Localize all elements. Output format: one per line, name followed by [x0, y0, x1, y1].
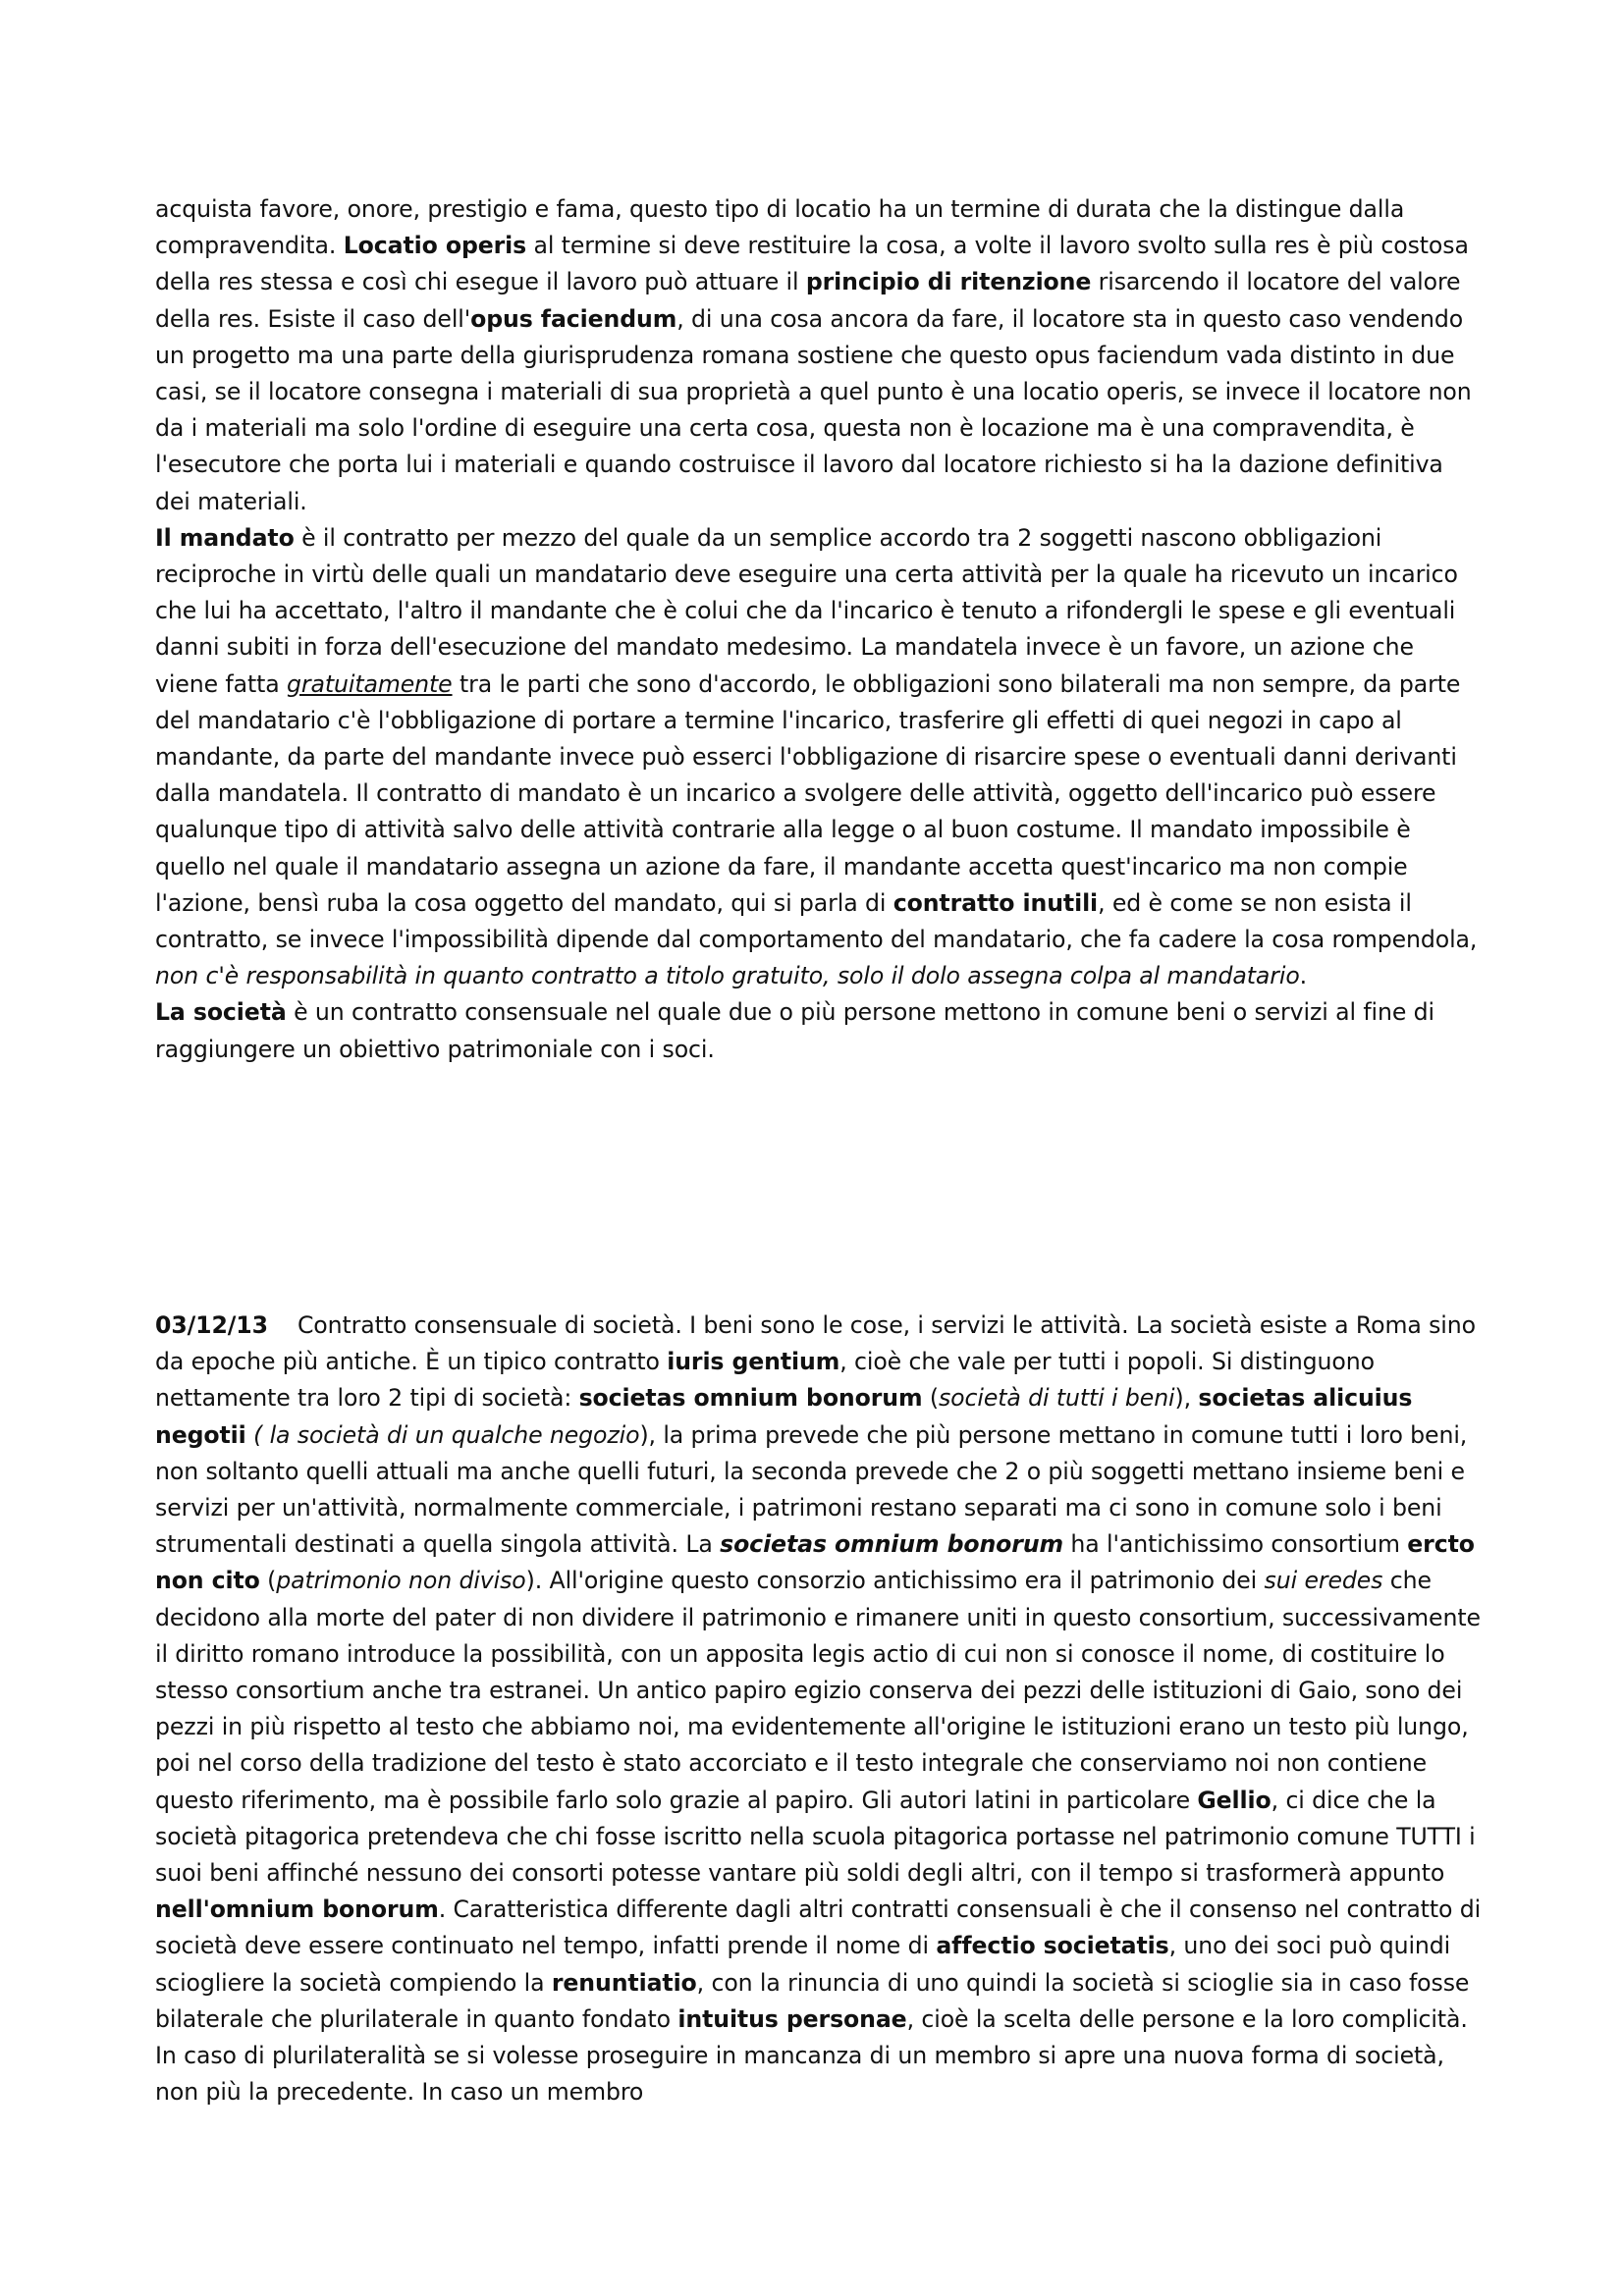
text-run: ha l'antichissimo consortium	[1063, 1530, 1408, 1559]
text-run: ). All'origine questo consorzio antichissimo era il patrimonio dei	[525, 1567, 1265, 1595]
text-run: che decidono alla morte del pater di non dividere il patrimonio e rimanere uniti in questo consortium, successivamente il diritto romano introduce la possibilità, con un apposita legis actio di cui non si conosce il nome, di costituire lo stesso consortium anche tra estranei. Un antico papiro egizio conserva dei pezzi delle istituzioni di Gaio, sono dei pezzi in più rispetto al testo che abbiamo noi, ma evidentemente all'origine le istituzioni erano un testo più lungo, poi nel corso della tradizione del testo è stato accorciato e il testo integrale che conserviamo noi non contiene questo riferimento, ma è possibile farlo solo grazie al papiro. Gli autori latini in particolare	[155, 1567, 1481, 1814]
text-run: acquista favore, onore, prestigio e fama, questo tipo di locatio ha un termine di durata che la distingue dalla compravendita.	[155, 195, 1405, 260]
text-run: , cioè la scelta delle persone e la loro complicità. In caso di plurilateralità se si volesse proseguire in mancanza di un membro si apre una nuova forma di società, non più la precedente. In caso un membro	[155, 2004, 1468, 2107]
text-run: La società	[155, 998, 287, 1027]
text-run: opus faciendum	[470, 304, 677, 333]
text-run: Contratto consensuale di società. I beni sono le cose, i servizi le attività. La società esiste a Roma sino da epoche più antiche. È un tipico contratto	[155, 1311, 1476, 1376]
text-run: . Caratteristica differente dagli altri contratti consensuali è che il consenso nel contratto di società deve essere continuato nel tempo, infatti prende il nome di	[155, 1896, 1482, 1960]
text-run: , cioè che vale per tutti i popoli. Si distinguono nettamente tra loro 2 tipi di società:	[155, 1348, 1375, 1413]
text-run: affectio societatis	[936, 1932, 1169, 1960]
lecture-date: 03/12/13	[155, 1311, 268, 1339]
paragraph-mandato	[155, 520, 1483, 995]
text-run: ),	[1174, 1384, 1199, 1413]
text-run: societas omnium bonorum	[578, 1384, 923, 1413]
text-run: (	[259, 1567, 277, 1595]
text-run: è il contratto per mezzo del quale da un semplice accordo tra 2 soggetti nascono obbligazioni reciproche in virtù delle quali un mandatario deve eseguire una certa attività per la quale ha ricevuto un incarico che lui ha accettato, l'altro il mandante che è colui che da l'incarico è tenuto a rifondergli le spese e gli eventuali danni subiti in forza dell'esecuzione del mandato medesimo. La mandatela invece è un favore, un azione che viene fatta	[155, 523, 1458, 698]
text-run: risarcendo il locatore del valore della res. Esiste il caso dell'	[155, 268, 1461, 333]
text-run: , con la rinuncia di uno quindi la società si scioglie sia in caso fosse bilaterale che plurilaterale in quanto fondato	[155, 1968, 1470, 2033]
lecture-body	[155, 1311, 1481, 2106]
text-run: , di una cosa ancora da fare, il locatore sta in questo caso vendendo un progetto ma una parte della giurisprudenza romana sostiene che questo opus faciendum vada distinto in due casi, se il locatore consegna i materiali di sua proprietà a quel punto è una locatio operis, se invece il locatore non da i materiali ma solo l'ordine di eseguire una certa cosa, questa non è locazione ma è una compravendita, è l'esecutore che porta lui i materiali e quando costruisce il lavoro dal locatore richiesto si ha la dazione definitiva dei materiali.	[155, 304, 1472, 515]
text-run: contratto inutili	[893, 888, 1099, 917]
text-run: patrimonio non diviso	[276, 1567, 526, 1595]
text-run: non c'è responsabilità in quanto contratto a titolo gratuito, solo il dolo assegna colpa al mandatario	[155, 962, 1300, 990]
text-run: iuris gentium	[667, 1348, 840, 1376]
text-run: Gellio	[1197, 1786, 1271, 1814]
text-run: renuntiatio	[551, 1968, 697, 1997]
text-run: intuitus personae	[677, 2004, 907, 2033]
text-run	[246, 1421, 253, 1449]
text-run: societas alicuius negotii	[155, 1384, 1413, 1449]
text-run: ), la prima prevede che più persone mettano in comune tutti i loro beni, non soltanto quelli attuali ma anche quelli futuri, la seconda prevede che 2 o più soggetti mettano insieme beni e servizi per un'attività, normalmente commerciale, i patrimoni restano separati ma ci sono in comune solo i beni strumentali destinati a quella singola attività. La	[155, 1420, 1468, 1559]
text-block-lecture	[155, 1308, 1483, 2110]
text-run: nell'omnium bonorum	[155, 1896, 439, 1924]
text-run: Il mandato	[155, 523, 295, 552]
text-run: sui eredes	[1264, 1567, 1383, 1595]
paragraph-lecture-societa	[155, 1308, 1483, 2110]
text-run: (	[922, 1384, 939, 1413]
text-run: ercto non cito	[155, 1530, 1475, 1595]
text-run: è un contratto consensuale nel quale due o più persone mettono in comune beni o servizi al fine di raggiungere un obiettivo patrimoniale con i soci.	[155, 998, 1434, 1063]
text-run: .	[1299, 962, 1308, 990]
text-run: Locatio operis	[343, 232, 527, 260]
text-run: al termine si deve restituire la cosa, a volte il lavoro svolto sulla res è più costosa della res stessa e così chi esegue il lavoro può attuare il	[155, 232, 1469, 296]
text-block-top	[155, 191, 1483, 1068]
paragraph-societa	[155, 994, 1483, 1067]
text-run: , ci dice che la società pitagorica pretendeva che chi fosse iscritto nella scuola pitagorica portasse nel patrimonio comune TUTTI i suoi beni affinché nessuno dei consorti potesse vantare più soldi degli altri, con il tempo si trasformerà appunto	[155, 1786, 1476, 1888]
text-run: società di tutti i beni	[938, 1384, 1175, 1413]
text-run: gratuitamente	[287, 669, 453, 698]
paragraph-locatio	[155, 191, 1483, 520]
text-run: , ed è come se non esista il contratto, se invece l'impossibilità dipende dal comportamento del mandatario, che fa cadere la cosa rompendola,	[155, 888, 1478, 954]
text-run: tra le parti che sono d'accordo, le obbligazioni sono bilaterali ma non sempre, da parte del mandatario c'è l'obbligazione di portare a termine l'incarico, trasferire gli effetti di quei negozi in capo al mandante, da parte del mandante invece può esserci l'obbligazione di risarcire spese o eventuali danni derivanti dalla mandatela. Il contratto di mandato è un incarico a svolgere delle attività, oggetto dell'incarico può essere qualunque tipo di attività salvo delle attività contrarie alla legge o al buon costume. Il mandato impossibile è quello nel quale il mandatario assegna un azione da fare, il mandante accetta quest'incarico ma non compie l'azione, bensì ruba la cosa oggetto del mandato, qui si parla di	[155, 669, 1461, 917]
text-run: principio di ritenzione	[805, 268, 1092, 296]
text-run: , uno dei soci può quindi sciogliere la società compiendo la	[155, 1932, 1451, 1997]
text-run: ( la società di un qualche negozio	[253, 1420, 640, 1449]
text-run: societas omnium bonorum	[720, 1530, 1064, 1559]
